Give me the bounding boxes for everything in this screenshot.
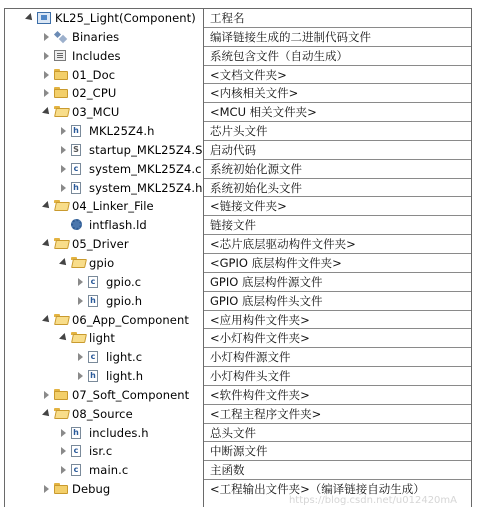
tree-row: [5, 103, 471, 122]
assembly-file-icon: S: [71, 144, 81, 156]
tree-cell[interactable]: [5, 424, 203, 443]
tree-item-label: gpio.h: [106, 293, 143, 308]
tree-item-label: main.c: [89, 463, 129, 478]
tree-cell[interactable]: [5, 9, 203, 28]
c-source-file-icon: c: [88, 276, 98, 288]
tree-cell[interactable]: [5, 103, 203, 122]
description-cell: GPIO 底层构件头文件: [204, 292, 471, 311]
collapse-arrow-icon[interactable]: [61, 429, 66, 437]
collapse-arrow-icon[interactable]: [61, 165, 66, 173]
description-cell: 芯片头文件: [204, 122, 471, 141]
collapse-arrow-icon[interactable]: [44, 89, 49, 97]
tree-row: [5, 9, 471, 28]
expand-arrow-icon[interactable]: [25, 13, 35, 23]
description-cell: <软件构件文件夹>: [204, 386, 471, 405]
tree-row: [5, 179, 471, 198]
folder-icon: [54, 389, 68, 401]
collapse-arrow-icon[interactable]: [78, 353, 83, 361]
tree-item-label: 04_Linker_File: [72, 199, 154, 214]
description-cell: 系统包含文件（自动生成）: [204, 47, 471, 66]
tree-cell[interactable]: [5, 367, 203, 386]
folder-open-icon: [54, 106, 68, 118]
tree-row: [5, 66, 471, 85]
description-cell: 主函数: [204, 461, 471, 480]
expand-arrow-icon[interactable]: [42, 201, 52, 211]
description-cell: 链接文件: [204, 216, 471, 235]
header-file-icon: h: [71, 427, 81, 439]
folder-open-icon: [54, 314, 68, 326]
includes-icon: [54, 50, 66, 61]
description-cell: <应用构件文件夹>: [204, 311, 471, 330]
tree-cell[interactable]: [5, 216, 203, 235]
linker-file-icon: [71, 219, 82, 230]
tree-item-label: system_MKL25Z4.h: [89, 180, 203, 195]
tree-item-label: light.c: [106, 350, 143, 365]
tree-row: [5, 254, 471, 273]
binaries-icon: [54, 31, 68, 43]
tree-cell[interactable]: [5, 273, 203, 292]
collapse-arrow-icon[interactable]: [61, 146, 66, 154]
tree-cell[interactable]: [5, 386, 203, 405]
c-source-file-icon: c: [71, 163, 81, 175]
tree-row: [5, 405, 471, 424]
project-tree-table: [4, 8, 472, 507]
tree-item-label: includes.h: [89, 425, 149, 440]
folder-icon: [54, 483, 68, 495]
header-file-icon: h: [71, 182, 81, 194]
expand-arrow-icon[interactable]: [42, 409, 52, 419]
tree-item-label: 07_Soft_Component: [72, 387, 190, 402]
description-cell: 编译链接生成的二进制代码文件: [204, 28, 471, 47]
description-cell: 系统初始化头文件: [204, 179, 471, 198]
description-cell: <工程主程序文件夹>: [204, 405, 471, 424]
tree-row: [5, 197, 471, 216]
collapse-arrow-icon[interactable]: [44, 485, 49, 493]
tree-cell[interactable]: [5, 461, 203, 480]
tree-row: [5, 329, 471, 348]
tree-cell[interactable]: [5, 480, 203, 499]
tree-cell[interactable]: [5, 292, 203, 311]
tree-item-label: light: [89, 331, 115, 346]
tree-cell[interactable]: [5, 442, 203, 461]
tree-row: [5, 348, 471, 367]
project-icon: [37, 12, 51, 24]
header-file-icon: h: [88, 295, 98, 307]
tree-row: [5, 84, 471, 103]
collapse-arrow-icon[interactable]: [78, 372, 83, 380]
tree-cell[interactable]: [5, 141, 203, 160]
expand-arrow-icon[interactable]: [42, 315, 52, 325]
tree-item-label: 01_Doc: [72, 67, 116, 82]
collapse-arrow-icon[interactable]: [44, 33, 49, 41]
folder-open-icon: [54, 200, 68, 212]
tree-cell[interactable]: [5, 197, 203, 216]
c-source-file-icon: c: [71, 445, 81, 457]
folder-open-icon: [54, 238, 68, 250]
expand-arrow-icon[interactable]: [59, 258, 69, 268]
tree-item-label: 02_CPU: [72, 86, 117, 101]
tree-item-label: 03_MCU: [72, 105, 120, 120]
collapse-arrow-icon[interactable]: [44, 52, 49, 60]
folder-open-icon: [71, 332, 85, 344]
folder-open-icon: [71, 257, 85, 269]
tree-cell[interactable]: [5, 254, 203, 273]
tree-cell[interactable]: [5, 405, 203, 424]
description-cell: 启动代码: [204, 141, 471, 160]
tree-cell[interactable]: [5, 348, 203, 367]
folder-icon: [54, 87, 68, 99]
description-cell: <工程输出文件夹>（编译链接自动生成）: [210, 482, 425, 497]
c-source-file-icon: c: [88, 351, 98, 363]
tree-rows: [5, 9, 471, 499]
tree-row: [5, 28, 471, 47]
collapse-arrow-icon[interactable]: [61, 127, 66, 135]
tree-item-label: 06_App_Component: [72, 312, 189, 327]
header-file-icon: h: [88, 370, 98, 382]
tree-row: [5, 386, 471, 405]
tree-row: [5, 424, 471, 443]
tree-cell[interactable]: [5, 84, 203, 103]
tree-row: [5, 122, 471, 141]
tree-row: [5, 292, 471, 311]
tree-row: [5, 160, 471, 179]
description-cell: <GPIO 底层构件文件夹>: [204, 254, 471, 273]
description-cell: 小灯构件源文件: [204, 348, 471, 367]
tree-item-label: MKL25Z4.h: [89, 124, 155, 139]
collapse-arrow-icon[interactable]: [78, 278, 83, 286]
collapse-arrow-icon[interactable]: [78, 297, 83, 305]
tree-cell[interactable]: [5, 235, 203, 254]
description-cell: 工程名: [204, 9, 471, 28]
watermark: https://blog.csdn.net/u012420mA: [288, 495, 457, 506]
tree-item-label: 08_Source: [72, 406, 133, 421]
description-cell: 总头文件: [204, 424, 471, 443]
tree-row: [5, 367, 471, 386]
tree-item-label: KL25_Light(Component): [55, 11, 196, 25]
tree-item-label: light.h: [106, 369, 144, 384]
collapse-arrow-icon[interactable]: [61, 447, 66, 455]
description-cell: <芯片底层驱动构件文件夹>: [204, 235, 471, 254]
description-cell: 系统初始化源文件: [204, 160, 471, 179]
expand-arrow-icon[interactable]: [42, 239, 52, 249]
tree-row: [5, 216, 471, 235]
tree-item-label: 05_Driver: [72, 237, 129, 252]
tree-cell[interactable]: [5, 179, 203, 198]
tree-cell[interactable]: [5, 66, 203, 85]
tree-cell[interactable]: [5, 47, 203, 66]
tree-row: [5, 442, 471, 461]
collapse-arrow-icon[interactable]: [61, 184, 66, 192]
tree-cell[interactable]: [5, 122, 203, 141]
folder-icon: [54, 69, 68, 81]
tree-item-label: system_MKL25Z4.c: [89, 161, 202, 176]
tree-item-label: Debug: [72, 482, 111, 497]
description-cell: <链接文件夹>: [204, 197, 471, 216]
description-cell: <文档文件夹>: [204, 66, 471, 85]
collapse-arrow-icon[interactable]: [44, 71, 49, 79]
folder-open-icon: [54, 408, 68, 420]
tree-item-label: gpio: [89, 255, 115, 270]
tree-cell[interactable]: [5, 311, 203, 330]
description-cell: 中断源文件: [204, 442, 471, 461]
tree-row: [5, 47, 471, 66]
tree-item-label: Includes: [72, 48, 121, 63]
tree-row: [5, 141, 471, 160]
tree-cell[interactable]: [5, 28, 203, 47]
collapse-arrow-icon[interactable]: [44, 391, 49, 399]
description-cell: 小灯构件头文件: [204, 367, 471, 386]
tree-row: [5, 273, 471, 292]
tree-row: [5, 311, 471, 330]
tree-cell[interactable]: [5, 329, 203, 348]
description-cell: <小灯构件文件夹>: [204, 329, 471, 348]
description-cell: <内核相关文件>: [204, 84, 471, 103]
expand-arrow-icon[interactable]: [42, 107, 52, 117]
tree-item-label: gpio.c: [106, 274, 142, 289]
expand-arrow-icon[interactable]: [59, 333, 69, 343]
tree-row: [5, 235, 471, 254]
description-cell: <MCU 相关文件夹>: [204, 103, 471, 122]
tree-item-label: startup_MKL25Z4.S: [89, 142, 203, 157]
tree-item-label: intflash.ld: [89, 218, 147, 233]
c-source-file-icon: c: [71, 464, 81, 476]
tree-item-label: Binaries: [72, 29, 120, 44]
header-file-icon: h: [71, 125, 81, 137]
collapse-arrow-icon[interactable]: [61, 466, 66, 474]
tree-cell[interactable]: [5, 160, 203, 179]
description-cell: GPIO 底层构件源文件: [204, 273, 471, 292]
tree-item-label: isr.c: [89, 444, 113, 459]
tree-row: [5, 461, 471, 480]
